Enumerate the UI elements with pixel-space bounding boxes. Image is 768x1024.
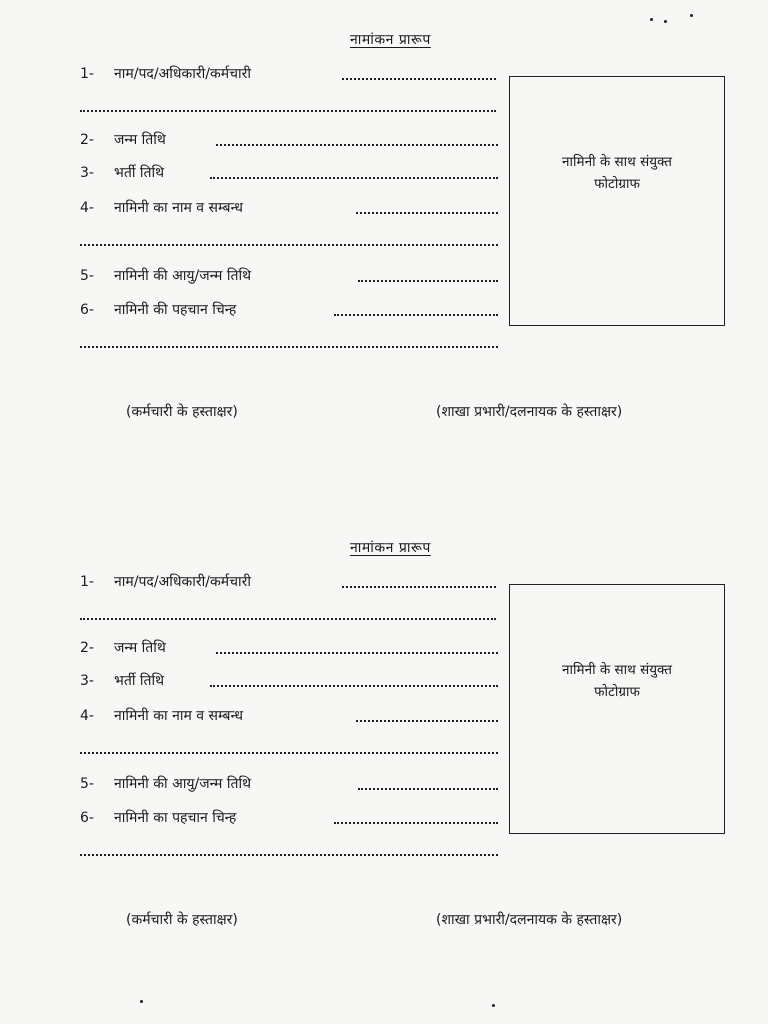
fill-line[interactable] xyxy=(80,618,496,620)
field-number: 5- xyxy=(80,776,94,792)
field-label: भर्ती तिथि xyxy=(114,673,165,689)
employee-signature-label: (कर्मचारी के हस्ताक्षर) xyxy=(126,404,238,420)
field-number: 3- xyxy=(80,165,94,181)
fill-line[interactable] xyxy=(356,212,498,214)
field-number: 5- xyxy=(80,268,94,284)
scan-speck xyxy=(690,14,693,17)
scan-speck xyxy=(664,20,667,23)
field-row-joining-date xyxy=(80,163,164,182)
field-row-name xyxy=(80,572,251,591)
field-number: 4- xyxy=(80,708,94,724)
form-title: नामांकन प्रारूप xyxy=(350,540,431,556)
field-row-nominee-age xyxy=(80,774,251,793)
field-number: 2- xyxy=(80,132,94,148)
photo-caption-line2: फोटोग्राफ xyxy=(594,684,640,700)
fill-line[interactable] xyxy=(334,822,498,824)
employee-signature-label: (कर्मचारी के हस्ताक्षर) xyxy=(126,912,238,928)
incharge-signature-label: (शाखा प्रभारी/दलनायक के हस्ताक्षर) xyxy=(436,912,623,928)
field-label: नामिनी का नाम व सम्बन्ध xyxy=(114,708,244,724)
form-title: नामांकन प्रारूप xyxy=(350,32,431,48)
field-row-joining-date xyxy=(80,671,164,690)
photo-caption-line1: नामिनी के साथ संयुक्त xyxy=(562,154,672,170)
field-label: जन्म तिथि xyxy=(114,132,166,148)
field-number: 1- xyxy=(80,574,94,590)
fill-line[interactable] xyxy=(80,346,498,348)
field-number: 6- xyxy=(80,810,94,826)
field-row-nominee-name xyxy=(80,706,243,725)
scan-speck xyxy=(492,1004,495,1007)
field-row-nominee-id-mark xyxy=(80,300,236,319)
fill-line[interactable] xyxy=(210,685,498,687)
fill-line[interactable] xyxy=(80,244,498,246)
field-number: 1- xyxy=(80,66,94,82)
nomination-form-1 xyxy=(0,0,768,430)
field-row-dob xyxy=(80,638,166,657)
photo-caption-line2: फोटोग्राफ xyxy=(594,176,640,192)
field-row-nominee-id-mark xyxy=(80,808,236,827)
field-row-dob xyxy=(80,130,166,149)
field-number: 2- xyxy=(80,640,94,656)
fill-line[interactable] xyxy=(358,788,498,790)
field-label: नाम/पद/अधिकारी/कर्मचारी xyxy=(114,574,251,590)
fill-line[interactable] xyxy=(342,78,496,80)
joint-photo-box[interactable] xyxy=(509,76,725,326)
field-label: नामिनी की आयु/जन्म तिथि xyxy=(114,776,252,792)
field-row-nominee-age xyxy=(80,266,251,285)
fill-line[interactable] xyxy=(80,854,498,856)
field-row-name xyxy=(80,64,251,83)
scan-speck xyxy=(140,1000,143,1003)
field-label: जन्म तिथि xyxy=(114,640,166,656)
incharge-signature-label: (शाखा प्रभारी/दलनायक के हस्ताक्षर) xyxy=(436,404,623,420)
scan-speck xyxy=(650,18,653,21)
fill-line[interactable] xyxy=(334,314,498,316)
fill-line[interactable] xyxy=(358,280,498,282)
joint-photo-box[interactable] xyxy=(509,584,725,834)
fill-line[interactable] xyxy=(342,586,496,588)
field-row-nominee-name xyxy=(80,198,243,217)
fill-line[interactable] xyxy=(216,144,498,146)
field-label: भर्ती तिथि xyxy=(114,165,165,181)
field-label: नाम/पद/अधिकारी/कर्मचारी xyxy=(114,66,251,82)
field-number: 6- xyxy=(80,302,94,318)
field-number: 3- xyxy=(80,673,94,689)
field-label: नामिनी का पहचान चिन्ह xyxy=(114,810,237,826)
field-number: 4- xyxy=(80,200,94,216)
nomination-form-2 xyxy=(0,508,768,938)
fill-line[interactable] xyxy=(356,720,498,722)
photo-caption-line1: नामिनी के साथ संयुक्त xyxy=(562,662,672,678)
field-label: नामिनी का नाम व सम्बन्ध xyxy=(114,200,244,216)
fill-line[interactable] xyxy=(80,110,496,112)
field-label: नामिनी की आयु/जन्म तिथि xyxy=(114,268,252,284)
fill-line[interactable] xyxy=(216,652,498,654)
fill-line[interactable] xyxy=(210,177,498,179)
fill-line[interactable] xyxy=(80,752,498,754)
field-label: नामिनी की पहचान चिन्ह xyxy=(114,302,237,318)
